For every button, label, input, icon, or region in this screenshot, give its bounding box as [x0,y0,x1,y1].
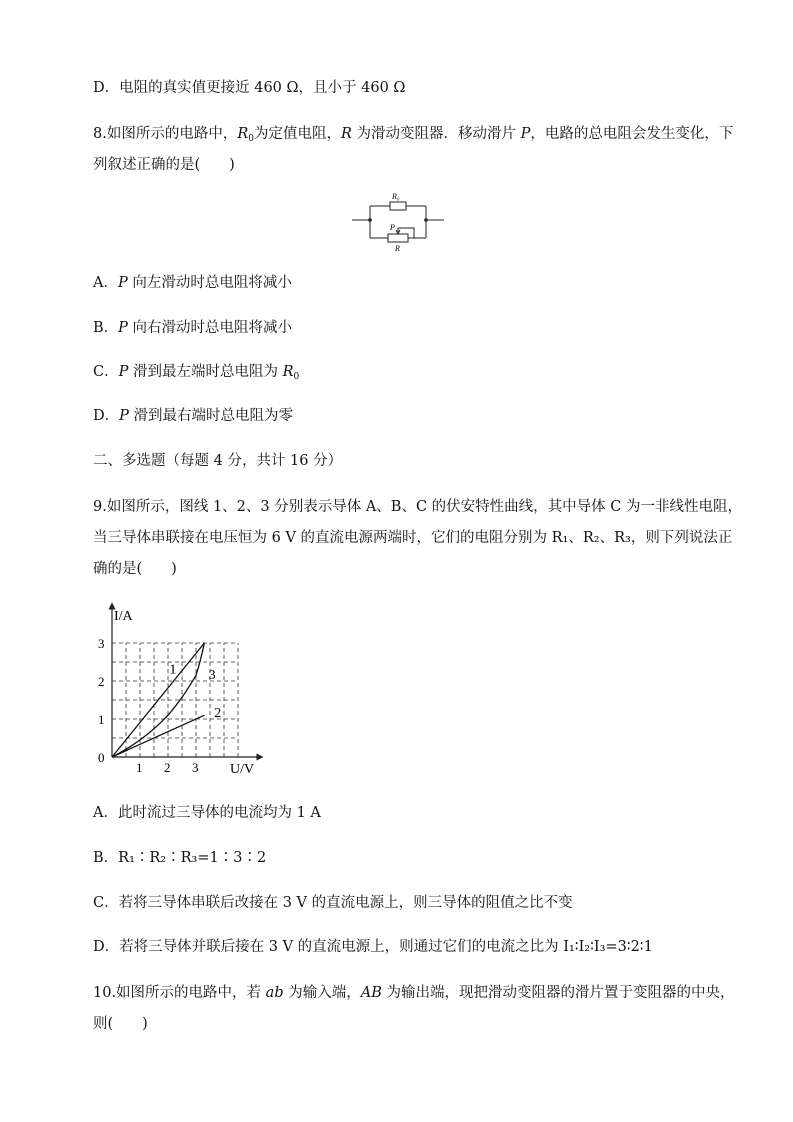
q9-option-a: A．此时流过三导体的电流均为 1 A [93,805,321,821]
q8-option-a-letter: A． [93,275,118,291]
q8-option-d-p: P [119,408,129,424]
q8-option-b-text: 向右滑动时总电阻将减小 [127,320,293,336]
q8-option-d-letter: D． [93,408,120,424]
q8-option-c-text: 滑到最左端时总电阻为 [128,364,283,380]
q8-option-a [93,273,292,293]
label-p: P [390,223,395,232]
q8-option-a-text: 向左滑动时总电阻将减小 [127,275,292,291]
q10-stem-c: 为输出端，现把滑动变阻器的滑片置于变阻器的中央， [381,985,735,1001]
q8-stem-line2: 列叙述正确的是( ) [93,157,235,173]
q8-option-d [93,406,293,426]
r0-resistor [390,202,406,210]
x-tick-label: 2 [164,760,171,775]
q8-stem-b: 为定值电阻， [254,126,341,142]
y-tick-label: 3 [98,636,105,651]
q8-option-b-letter: B． [93,320,119,336]
y-tick-label: 2 [98,674,105,689]
label-r: R [395,244,400,252]
q8-option-c [93,362,299,387]
q8-option-d-text: 滑到最右端时总电阻为零 [128,408,294,424]
q9-option-c: C．若将三导体串联后改接在 3 V 的直流电源上，则三导体的阻值之比不变 [93,895,573,911]
q8-option-c-r: R [282,364,294,380]
q9-stem-line1: 9.如图所示，图线 1、2、3 分别表示导体 A、B、C 的伏安特性曲线，其中导体 C 为一非线性电阻， [93,499,742,515]
q10-stem-line1 [93,983,734,1003]
series-2-label: 2 [214,706,222,722]
q8-r: R [341,126,352,142]
q8-option-c-sub: 0 [293,372,300,382]
q9-stem-line2: 当三导体串联接在电压恒为 6 V 的直流电源两端时，它们的电阻分别为 R₁、R₂、R₃，则下列说法正 [93,530,733,546]
y-axis-label: I/A [114,609,133,624]
q8-stem-c: 为滑动变阻器．移动滑片 [351,126,521,142]
x-tick-label: 3 [192,760,199,775]
q9-option-d: D．若将三导体并联后接在 3 V 的直流电源上，则通过它们的电流之比为 I₁∶I₂∶I₃=3∶2∶1 [93,939,653,955]
series-1-label: 1 [169,662,177,678]
q9-option-b: B．R₁∶R₂∶R₃=1∶3∶2 [93,850,267,866]
x-tick-label: 1 [136,760,143,775]
q8-p: P [520,126,531,142]
q8-stem-d: ，电路的总电阻会发生变化，下 [530,126,734,142]
q8-option-c-letter: C． [93,364,119,380]
q8-stem-a: 8.如图所示的电路中， [93,126,238,142]
chart-grid [112,643,238,757]
q8-r0: R [237,126,249,142]
q8-option-c-p: P [118,364,129,380]
q10-stem-a: 10.如图所示的电路中，若 [93,985,266,1001]
x-axis-label: U/V [230,762,255,777]
q8-option-b [93,318,292,338]
r-rheostat [388,234,408,242]
y-tick-label: 0 [98,750,105,765]
q10-stem-line2: 则( ) [93,1016,148,1032]
q8-option-a-p: P [117,275,128,291]
q10-stem-b: 为输入端， [283,985,361,1001]
q9-iv-chart [90,600,280,780]
series-3-label: 3 [208,668,216,684]
y-tick-label: 1 [98,712,105,727]
q10-AB: AB [360,985,382,1001]
q8-stem-line1 [93,124,733,149]
slider-p [398,228,414,238]
q7-option-d: D．电阻的真实值更接近 460 Ω，且小于 460 Ω [93,80,406,96]
section-heading: 二、多选题（每题 4 分，共计 16 分） [93,453,343,469]
label-r0: R₀ [392,192,400,201]
q10-ab: ab [265,985,284,1001]
q9-stem-line3: 确的是( ) [93,561,177,577]
q8-option-b-p: P [118,320,128,336]
q8-circuit-diagram [352,188,444,252]
q8-r0-sub: 0 [248,134,254,144]
